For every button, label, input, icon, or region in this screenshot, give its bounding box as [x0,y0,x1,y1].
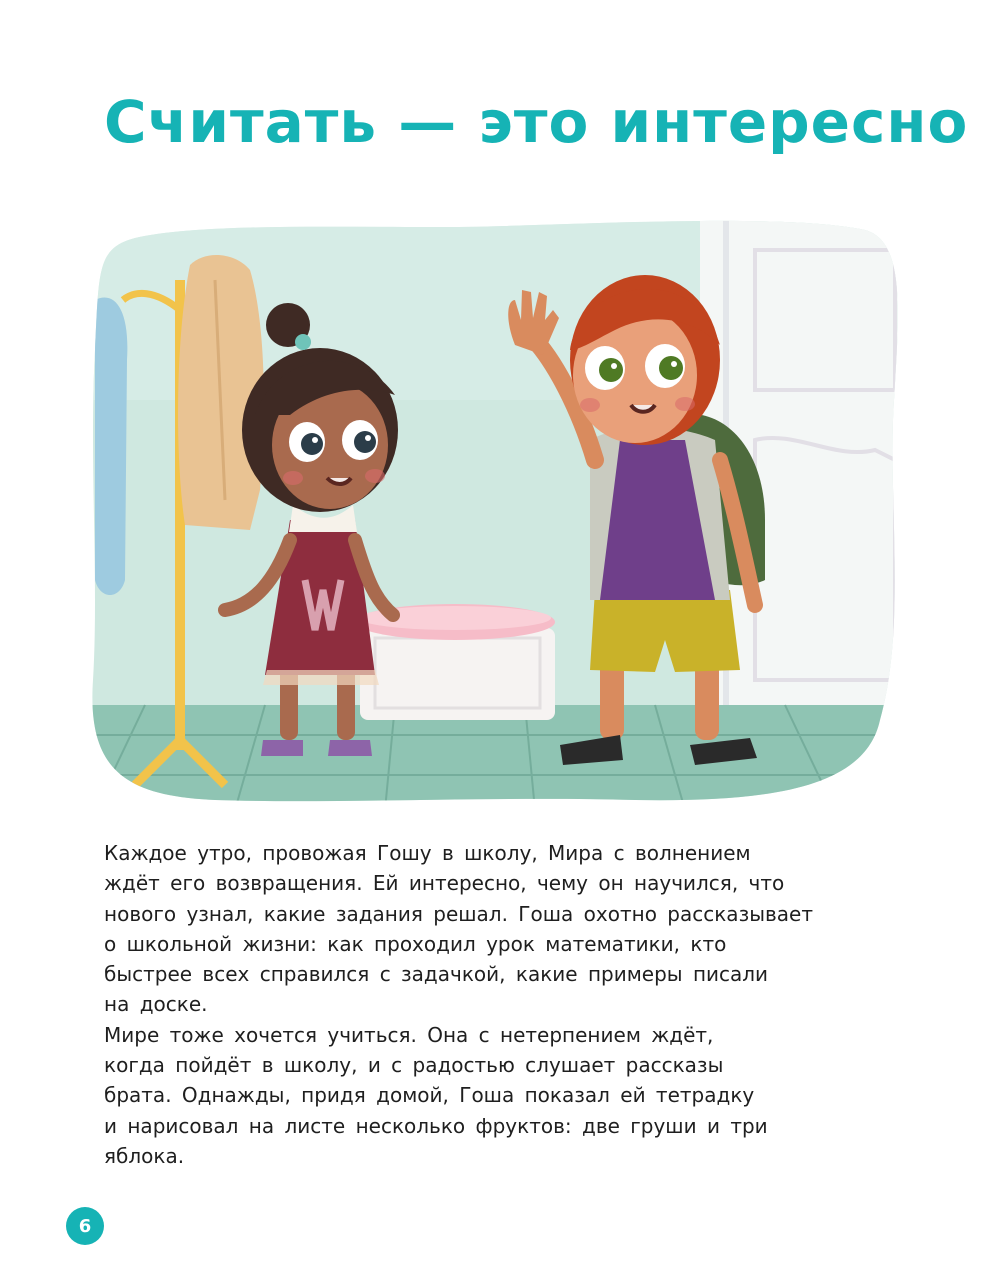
text-line: и нарисовал на листе несколько фруктов: две груши и три [104,1113,768,1138]
page-number: 6 [78,1215,92,1237]
text-line: ждёт его возвращения. Ей интересно, чему он научился, что [104,871,785,896]
text-line: о школьной жизни: как проходил урок математики, кто [104,931,727,956]
text-line: на доске. [104,992,208,1017]
text-line: яблока. [104,1143,185,1168]
text-line: брата. Однажды, придя домой, Гоша показал ей тетрадку [104,1083,755,1108]
story-paragraph-1 [104,838,884,1020]
story-text [104,838,884,1171]
bench [355,604,555,720]
text-line: Мире тоже хочется учиться. Она с нетерпением ждёт, [104,1022,714,1047]
text-line: когда пойдёт в школу, и с радостью слушает рассказы [104,1053,724,1078]
text-line: Каждое утро, провожая Гошу в школу, Мира с волнением [104,841,751,865]
page-number-badge [66,1207,104,1245]
text-line: нового узнал, какие задания решал. Гоша охотно рассказывает [104,901,813,926]
story-paragraph-2 [104,1020,884,1171]
text-line: быстрее всех справился с задачкой, какие примеры писали [104,962,769,987]
illustration-kids-hallway [75,160,900,810]
page-title: Считать — это интересно [104,88,969,156]
